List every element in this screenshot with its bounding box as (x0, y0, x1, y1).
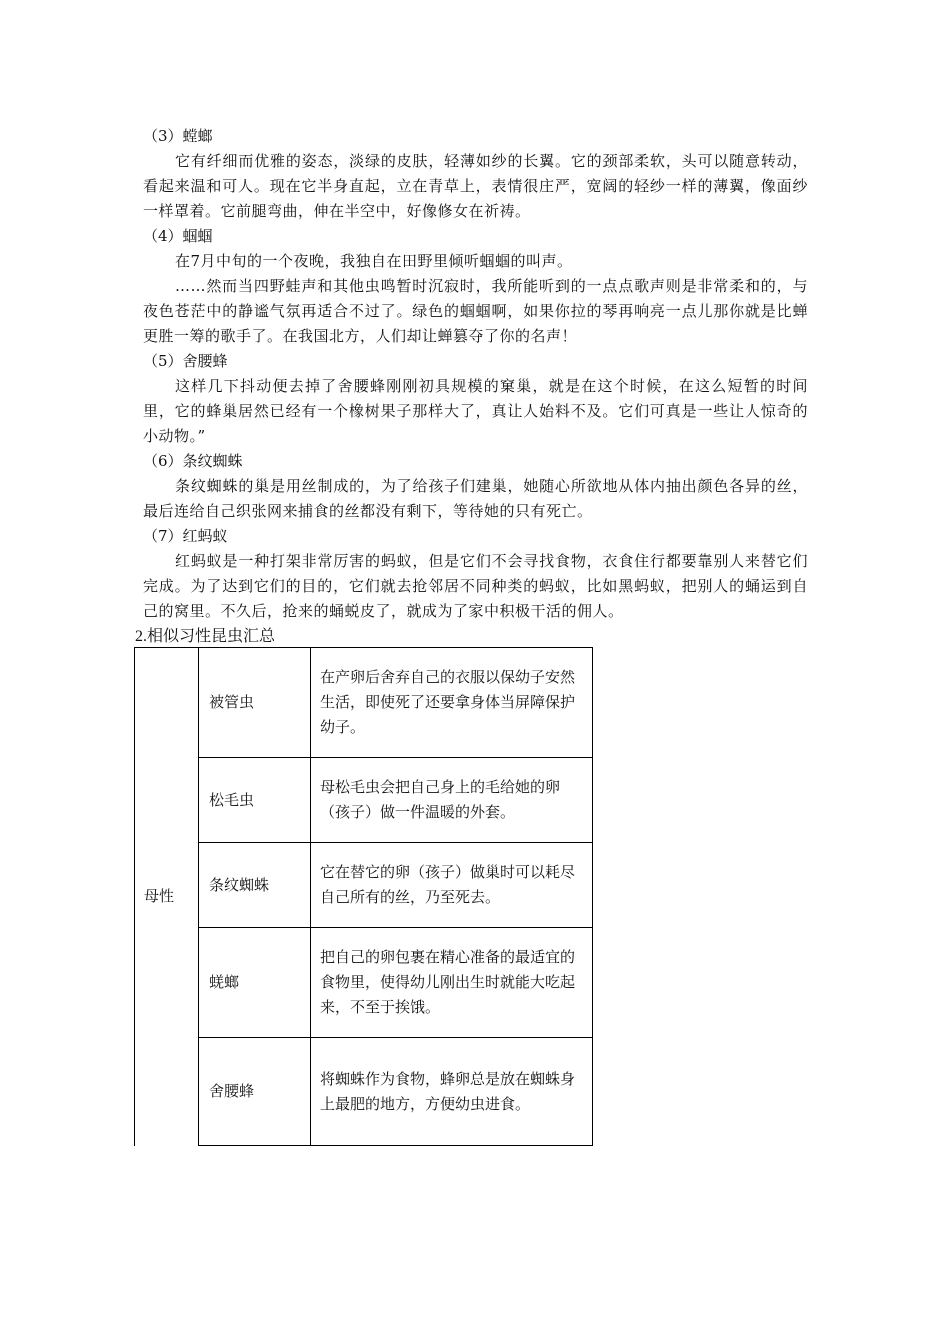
table-row (135, 648, 593, 758)
insect-desc-cell: 把自己的卵包裹在精心准备的最适宜的食物里，使得幼儿刚出生时就能大吃起来，不至于挨饿。 (311, 928, 593, 1038)
insect-summary-table (134, 647, 593, 1146)
document-body (135, 124, 808, 649)
table-row (135, 758, 593, 843)
table-row (135, 843, 593, 928)
insect-desc-cell: 它在替它的卵（孩子）做巢时可以耗尽自己所有的丝，乃至死去。 (311, 843, 593, 928)
insect-desc-cell: 母松毛虫会把自己身上的毛给她的卵（孩子）做一件温暖的外套。 (311, 758, 593, 843)
section-heading-katydid: （4）蝈蝈 (143, 227, 213, 245)
paragraph-katydid-2: ……然而当四野蛙声和其他虫鸣暂时沉寂时，我所能听到的一点点歌声则是非常柔和的，与夜色苍茫中的静谧气氛再适合不过了。绿色的蝈蝈啊，如果你拉的琴再响亮一点儿那你就是比蝉更胜一筹的歌手了。在我国北方，人们却让蝉篡夺了你的名声！ (143, 277, 808, 345)
section-heading-mud-dauber: （5）舍腰蜂 (143, 352, 228, 370)
paragraph-striped-spider: 条纹蜘蛛的巢是用丝制成的，为了给孩子们建巢，她随心所欲地从体内抽出颜色各异的丝，最后连给自己织张网来捕食的丝都没有剩下，等待她的只有死亡。 (143, 477, 808, 520)
paragraph-mud-dauber: 这样几下抖动便去掉了舍腰蜂刚刚初具规模的窠巢，就是在这个时候，在这么短暂的时间里，它的蜂巢居然已经有一个橡树果子那样大了，真让人始料不及。它们可真是一些让人惊奇的小动物。” (143, 377, 808, 445)
paragraph-mantis: 它有纤细而优雅的姿态，淡绿的皮肤，轻薄如纱的长翼。它的颈部柔软，头可以随意转动，看起来温和可人。现在它半身直起，立在青草上，表情很庄严，宽阔的轻纱一样的薄翼，像面纱一样罩着。它前腿弯曲，伸在半空中，好像修女在祈祷。 (143, 152, 808, 220)
insect-name-cell: 松毛虫 (199, 758, 311, 843)
paragraph-katydid-1: 在7月中旬的一个夜晚，我独自在田野里倾听蝈蝈的叫声。 (175, 252, 573, 270)
category-cell: 母性 (135, 648, 199, 1146)
section-heading-striped-spider: （6）条纹蜘蛛 (143, 452, 243, 470)
section-heading-mantis: （3）螳螂 (143, 127, 213, 145)
insect-desc-cell: 将蜘蛛作为食物，蜂卵总是放在蜘蛛身上最肥的地方，方便幼虫进食。 (311, 1038, 593, 1146)
insect-name-cell: 蜣螂 (199, 928, 311, 1038)
table-row (135, 928, 593, 1038)
summary-title: 2.相似习性昆虫汇总 (135, 628, 276, 645)
section-heading-red-ant: （7）红蚂蚁 (143, 527, 228, 545)
table-row (135, 1038, 593, 1146)
insect-name-cell: 被管虫 (199, 648, 311, 758)
insect-name-cell: 条纹蜘蛛 (199, 843, 311, 928)
insect-desc-cell: 在产卵后舍弃自己的衣服以保幼子安然生活，即使死了还要拿身体当屏障保护幼子。 (311, 648, 593, 758)
paragraph-red-ant: 红蚂蚁是一种打架非常厉害的蚂蚁，但是它们不会寻找食物，衣食住行都要靠别人来替它们完成。为了达到它们的目的，它们就去抢邻居不同种类的蚂蚁，比如黑蚂蚁，把别人的蛹运到自己的窝里。不久后，抢来的蛹蜕皮了，就成为了家中积极干活的佣人。 (143, 552, 808, 620)
insect-name-cell: 舍腰蜂 (199, 1038, 311, 1146)
